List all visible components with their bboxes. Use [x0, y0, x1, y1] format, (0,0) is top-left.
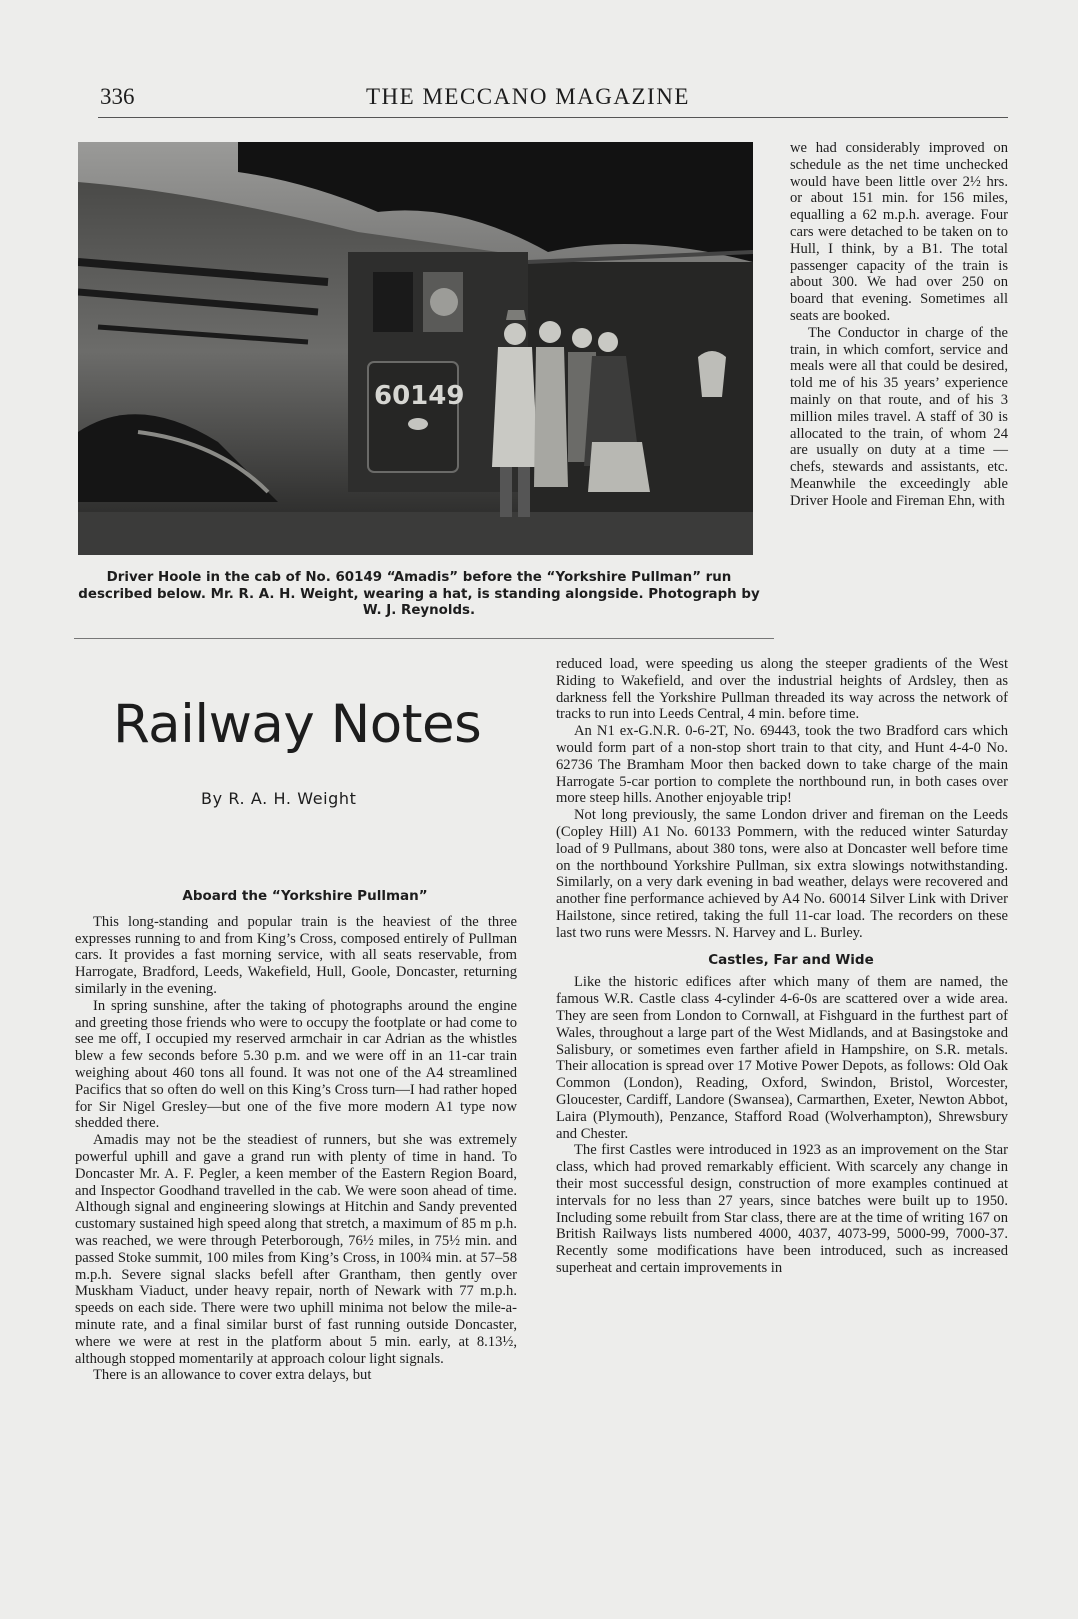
paragraph: There is an allowance to cover extra delays, but: [93, 1367, 372, 1384]
header-rule: [98, 117, 1008, 118]
article-byline: By R. A. H. Weight: [201, 789, 357, 808]
locomotive-photo-illustration: [78, 142, 753, 555]
running-title: THE MECCANO MAGAZINE: [366, 84, 690, 109]
paragraph-continued: we had considerably improved on schedule as the net time unchecked would have been little over 2½ hrs. or about 151 min. for 156 miles, equalling a 62 m.p.h. average. Four cars were detached to be taken on to Hull, I think, by a B1. The total passenger capacity of the train is about 300. We had over 250 on board that evening. Sometimes all seats are booked.: [790, 140, 1008, 324]
paragraph: In spring sunshine, after the taking of photographs around the engine and greeting those friends who were to occupy the footplate or had come to see me off, I occupied my reserved armchair in car Adrian as the whistles blew a few seconds before 5.30 p.m. and we were off in an 11-car train weighing about 460 tons all found. It was not one of the A4 streamlined Pacifics that so often do well on this King’s Cross turn—I had rather hoped for Sir Nigel Gresley—but one of the five more modern A1 type now shedded there.: [75, 997, 517, 1132]
article-title: Railway Notes: [113, 694, 482, 755]
paragraph: The Conductor in charge of the train, in which comfort, service and meals were all that could be desired, told me of his 35 years’ experience mainly on that route, and of his 3 million miles travel. A staff of 30 is allocated to the train, of whom 24 are usually on duty at a time — chefs, stewards and assistants, etc. Meanwhile the exceedingly able Driver Hoole and Fireman Ehn, with: [790, 324, 1008, 509]
paragraph: Amadis may not be the steadiest of runners, but she was extremely powerful uphill and gave a grand run with plenty of time in hand. To Doncaster Mr. A. F. Pegler, a keen member of the Eastern Region Board, and Inspector Goodhand travelled in the cab. We were soon ahead of time. Although signal and engineering slowings at Hitchin and Sandy prevented customary sustained high speed along that stretch, a maximum of 85 m p.h. was reached, we were through Peterborough, 76½ miles, in 75½ min. and passed Stoke summit, 100 miles from King’s Cross, in 100¾ min. at 57–58 m.p.h. Severe signal slacks befell after Grantham, then gently over Muskham Viaduct, under heavy repair, north of Newark with 77 m.p.h. speeds on each side. There were two uphill minima not below the mile-a-minute rate, and a final similar burst of fast running outside Doncaster, where we were at rest in the platform about 5 min. early, at 8.13½, although stopped momentarily at approach colour light signals.: [75, 1132, 517, 1367]
caption-rule: [74, 638, 774, 639]
paragraph: This long-standing and popular train is the heaviest of the three expresses running to and from King’s Cross, composed entirely of Pullman cars. It provides a fast morning service, with all seats reservable, from Harrogate, Bradford, Leeds, Wakefield, Hull, Goole, Doncaster, returning similarly in the evening.: [75, 913, 517, 997]
paragraph: The first Castles were introduced in 1923 as an improvement on the Star class, which had proved remarkably efficient. With scarcely any change in their most successful design, construction of more examples continued at intervals for no less than 27 years, since batches were built up to 1950. Including some rebuilt from Star class, there are at the time of writing 167 on British Railways lists numbered 4000, 4037, 4073-99, 5000-99, 7000-37. Recently some modifications have been introduced, such as increased superheat and certain improvements in: [556, 1142, 1008, 1276]
paragraph: An N1 ex-G.N.R. 0-6-2T, No. 69443, took the two Bradford cars which would form part of a non-stop short train to that city, and Hunt 4-4-0 No. 62736 The Bramham Moor then backed down to take charge of the main Harrogate 5-car portion to complete the northbound run, in both cases over more steep hills. Another enjoyable trip!: [556, 723, 1008, 807]
paragraph: Like the historic edifices after which many of them are named, the famous W.R. Castle class 4-cylinder 4-6-0s are scattered over a wide area. They are seen from London to Cornwall, at Fishguard in the furthest part of Wales, throughout a large part of the West Midlands, and at Basingstoke and Salisbury, or sometimes even farther afield in Hampshire, on S.R. metals. Their allocation is spread over 17 Motive Power Depots, as follows: Old Oak Common (London), Reading, Oxford, Swindon, Bristol, Worcester, Gloucester, Cardiff, Landore (Swansea), Carmarthen, Exeter, Newton Abbot, Laira (Plymouth), Penzance, Stafford Road (Wolverhampton), Shrewsbury and Chester.: [556, 974, 1008, 1142]
section-heading-castles: Castles, Far and Wide: [708, 951, 874, 968]
locomotive-photograph: [78, 142, 753, 555]
paragraph-continued: reduced load, were speeding us along the steeper gradients of the West Riding to Wakefield, and over the industrial heights of Ardsley, then as darkness fell the Yorkshire Pullman threaded its way across the network of tracks to run into Leeds Central, 4 min. before time.: [556, 656, 1008, 723]
page-number: 336: [100, 84, 135, 109]
photo-caption: Driver Hoole in the cab of No. 60149 “Amadis” before the “Yorkshire Pullman” run described below. Mr. R. A. H. Weight, wearing a hat, is standing alongside. Photograph by W. J. Reynolds.: [78, 570, 760, 618]
number-plate-text: 60149: [374, 381, 465, 411]
right-top-column: [790, 140, 1008, 510]
right-bottom-column: [556, 656, 1008, 1277]
paragraph: Not long previously, the same London driver and fireman on the Leeds (Copley Hill) A1 No. 60133 Pommern, with the reduced winter Saturday load of 9 Pullmans, about 380 tons, were also at Doncaster well before time on the northbound Yorkshire Pullman, six extra slowings notwithstanding. Similarly, on a very dark evening in bad weather, delays were recovered and another fine performance achieved by A4 No. 60014 Silver Link with Driver Hailstone, since retired, taking the full 11-car load. The recorders on these last two runs were Messrs. N. Harvey and L. Burley.: [556, 807, 1008, 941]
section-heading-aboard: Aboard the “Yorkshire Pullman”: [182, 888, 428, 904]
left-column: [75, 888, 517, 1384]
